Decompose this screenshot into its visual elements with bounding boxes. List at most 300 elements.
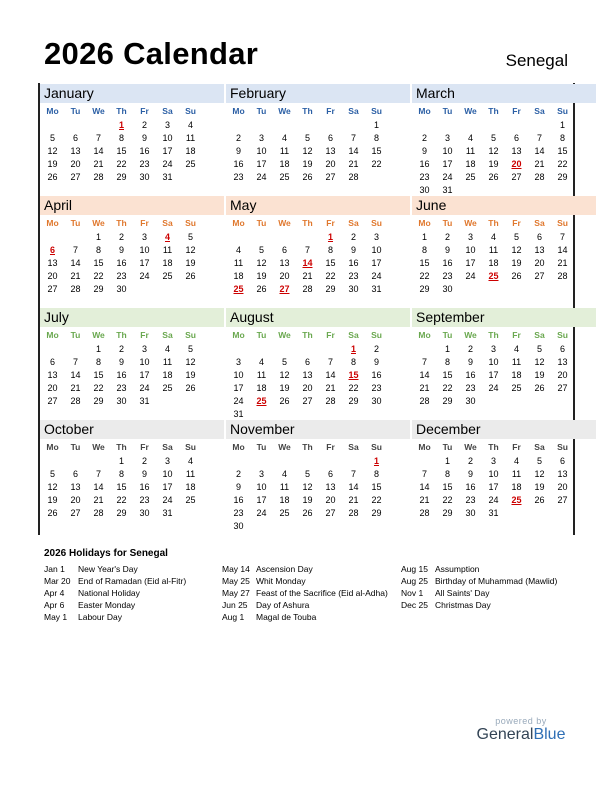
empty-cell [227, 119, 250, 132]
day-cell: 6 [536, 232, 542, 242]
day-cell: 6 [327, 133, 333, 143]
day-cell: 13 [279, 258, 290, 268]
weekday-label: Mo [46, 106, 59, 116]
weekday-label: Su [185, 442, 196, 452]
month-may [224, 196, 410, 308]
day-cell: 2 [467, 344, 473, 354]
holiday-day-cell: 4 [164, 232, 170, 242]
day-cell: 26 [279, 396, 290, 406]
empty-cell [436, 119, 459, 132]
day-cell: 12 [534, 357, 545, 367]
day-cell: 2 [444, 232, 450, 242]
holiday-date: Nov 1 [401, 588, 424, 598]
day-cell: 11 [256, 370, 267, 380]
day-cell: 13 [47, 258, 58, 268]
weekday-label: Tu [70, 218, 81, 228]
day-cell: 17 [139, 370, 150, 380]
day-cell: 20 [70, 159, 81, 169]
day-cell: 27 [557, 495, 568, 505]
day-cell: 12 [302, 146, 313, 156]
day-cell: 16 [139, 482, 150, 492]
weekday-label: Su [185, 218, 196, 228]
day-cell: 17 [256, 159, 267, 169]
empty-cell [227, 343, 250, 356]
day-cell: 16 [116, 258, 127, 268]
day-cell: 9 [444, 245, 450, 255]
day-cell: 6 [559, 456, 565, 466]
day-cell: 29 [348, 396, 359, 406]
day-cell: 28 [419, 508, 430, 518]
day-cell: 7 [536, 133, 542, 143]
day-cell: 14 [70, 370, 81, 380]
weekday-label: Fr [326, 218, 335, 228]
day-cell: 30 [116, 284, 127, 294]
day-cell: 7 [350, 469, 356, 479]
day-cell: 29 [325, 284, 336, 294]
day-cell: 18 [279, 159, 290, 169]
day-cell: 23 [139, 159, 150, 169]
day-cell: 21 [70, 383, 81, 393]
day-cell: 9 [350, 245, 356, 255]
day-cell: 14 [70, 258, 81, 268]
day-cell: 31 [162, 172, 173, 182]
day-cell: 10 [488, 469, 499, 479]
day-cell: 29 [116, 508, 127, 518]
weekday-label: Su [185, 106, 196, 116]
day-cell: 26 [302, 508, 313, 518]
weekday-label: Su [557, 218, 568, 228]
day-cell: 23 [371, 383, 382, 393]
empty-cell [273, 231, 296, 244]
day-cell: 15 [442, 482, 453, 492]
day-cell: 7 [559, 232, 565, 242]
day-cell: 2 [467, 456, 473, 466]
day-cell: 14 [419, 370, 430, 380]
empty-cell [319, 455, 342, 468]
holiday-date: May 14 [222, 564, 250, 574]
holiday-day-cell: 1 [118, 120, 124, 130]
day-cell: 12 [279, 370, 290, 380]
day-cell: 20 [325, 159, 336, 169]
day-cell: 11 [185, 133, 196, 143]
day-cell: 3 [490, 344, 496, 354]
day-cell: 5 [536, 456, 542, 466]
holiday-row [44, 611, 228, 623]
month-february [224, 84, 410, 196]
day-cell: 15 [93, 370, 104, 380]
day-cell: 27 [557, 383, 568, 393]
day-cell: 20 [47, 271, 58, 281]
day-cell: 8 [421, 245, 427, 255]
day-cell: 13 [47, 370, 58, 380]
day-cell: 24 [256, 172, 267, 182]
holiday-day-cell: 20 [511, 159, 522, 169]
day-cell: 4 [513, 344, 519, 354]
month-title: October [40, 420, 224, 439]
day-cell: 6 [559, 344, 565, 354]
day-cell: 18 [162, 370, 173, 380]
day-cell: 11 [488, 245, 499, 255]
day-cell: 17 [256, 495, 267, 505]
day-cell: 8 [95, 245, 101, 255]
day-cell: 30 [233, 521, 244, 531]
day-cell: 20 [302, 383, 313, 393]
day-cell: 14 [348, 146, 359, 156]
holiday-day-cell: 25 [256, 396, 267, 406]
day-cell: 4 [258, 357, 264, 367]
holiday-column-1 [44, 563, 228, 623]
day-cell: 12 [534, 469, 545, 479]
day-cell: 9 [467, 357, 473, 367]
day-cell: 1 [95, 344, 101, 354]
day-cell: 2 [235, 133, 241, 143]
day-cell: 21 [557, 258, 568, 268]
holiday-day-cell: 27 [279, 284, 290, 294]
day-cell: 12 [185, 245, 196, 255]
day-cell: 5 [49, 133, 55, 143]
weekday-label: Th [302, 106, 313, 116]
day-cell: 10 [465, 245, 476, 255]
empty-cell [342, 119, 365, 132]
day-cell: 23 [442, 271, 453, 281]
empty-cell [413, 343, 436, 356]
day-cell: 15 [116, 146, 127, 156]
empty-cell [273, 119, 296, 132]
day-cell: 5 [536, 344, 542, 354]
country-name: Senegal [505, 51, 568, 70]
day-cell: 5 [281, 357, 287, 367]
day-cell: 11 [162, 245, 173, 255]
month-september [410, 308, 596, 420]
weekday-label: Su [557, 106, 568, 116]
day-cell: 27 [70, 508, 81, 518]
weekday-label: Fr [140, 330, 149, 340]
day-cell: 9 [141, 133, 147, 143]
weekday-label: Th [302, 330, 313, 340]
day-cell: 27 [302, 396, 313, 406]
day-cell: 18 [511, 370, 522, 380]
weekday-label: Mo [232, 218, 245, 228]
empty-cell [528, 119, 551, 132]
day-cell: 1 [95, 232, 101, 242]
day-cell: 1 [373, 120, 379, 130]
empty-cell [250, 343, 273, 356]
day-cell: 6 [72, 469, 78, 479]
weekday-label: Tu [70, 442, 81, 452]
month-title: April [40, 196, 224, 215]
day-cell: 3 [258, 469, 264, 479]
holiday-day-cell: 6 [49, 245, 55, 255]
day-cell: 22 [371, 495, 382, 505]
day-cell: 19 [534, 370, 545, 380]
day-cell: 10 [162, 469, 173, 479]
holiday-date: Dec 25 [401, 600, 428, 610]
day-cell: 16 [116, 370, 127, 380]
day-cell: 8 [118, 469, 124, 479]
empty-cell [250, 455, 273, 468]
brand-logo [474, 726, 568, 744]
holiday-date: Mar 20 [44, 576, 71, 586]
day-cell: 12 [47, 146, 58, 156]
day-cell: 12 [488, 146, 499, 156]
holiday-row [222, 575, 406, 587]
weekday-label: Mo [46, 442, 59, 452]
day-cell: 19 [185, 370, 196, 380]
month-july [38, 308, 224, 420]
weekday-header [40, 215, 224, 231]
day-cell: 25 [279, 508, 290, 518]
holiday-name: Whit Monday [256, 576, 306, 586]
weekday-label: Th [116, 442, 127, 452]
day-cell: 30 [371, 396, 382, 406]
weekday-label: We [464, 330, 477, 340]
holiday-name: Birthday of Muhammad (Mawlid) [435, 576, 558, 586]
weekday-label: Tu [256, 330, 267, 340]
weekday-header [412, 327, 596, 343]
day-cell: 22 [93, 271, 104, 281]
day-cell: 16 [233, 495, 244, 505]
day-cell: 24 [488, 383, 499, 393]
day-cell: 17 [442, 159, 453, 169]
day-cell: 4 [490, 232, 496, 242]
weekday-label: Su [557, 442, 568, 452]
day-cell: 18 [233, 271, 244, 281]
day-cell: 30 [465, 396, 476, 406]
day-cell: 25 [185, 159, 196, 169]
day-cell: 3 [490, 456, 496, 466]
day-cell: 8 [118, 133, 124, 143]
day-cell: 28 [557, 271, 568, 281]
holiday-name: Assumption [435, 564, 480, 574]
day-cell: 31 [488, 508, 499, 518]
weekday-label: Fr [326, 330, 335, 340]
holiday-day-cell: 25 [233, 284, 244, 294]
day-grid [226, 231, 410, 296]
brand-block[interactable] [474, 716, 568, 744]
weekday-label: Tu [442, 218, 453, 228]
day-cell: 16 [139, 146, 150, 156]
day-cell: 13 [70, 482, 81, 492]
day-cell: 10 [139, 245, 150, 255]
day-cell: 21 [348, 495, 359, 505]
day-cell: 29 [442, 396, 453, 406]
holiday-day-cell: 14 [302, 258, 313, 268]
day-cell: 30 [139, 172, 150, 182]
day-cell: 22 [419, 271, 430, 281]
day-cell: 1 [559, 120, 565, 130]
empty-cell [87, 455, 110, 468]
day-cell: 21 [348, 159, 359, 169]
day-cell: 17 [162, 482, 173, 492]
holiday-name: Ascension Day [256, 564, 313, 574]
weekday-header [40, 103, 224, 119]
day-cell: 16 [419, 159, 430, 169]
holiday-date: Apr 4 [44, 588, 65, 598]
day-cell: 3 [141, 344, 147, 354]
empty-cell [273, 455, 296, 468]
holiday-name: New Year's Day [78, 564, 138, 574]
day-cell: 15 [557, 146, 568, 156]
months-grid [38, 84, 596, 532]
weekday-header [412, 215, 596, 231]
weekday-label: We [464, 442, 477, 452]
weekday-label: Sa [348, 106, 359, 116]
day-cell: 21 [93, 495, 104, 505]
day-cell: 17 [139, 258, 150, 268]
empty-cell [64, 119, 87, 132]
day-cell: 15 [116, 482, 127, 492]
day-cell: 19 [279, 383, 290, 393]
day-cell: 28 [348, 172, 359, 182]
day-cell: 26 [511, 271, 522, 281]
holiday-row [401, 575, 585, 587]
day-cell: 3 [467, 232, 473, 242]
weekday-label: Fr [512, 106, 521, 116]
day-cell: 13 [557, 357, 568, 367]
day-cell: 19 [47, 495, 58, 505]
day-cell: 10 [233, 370, 244, 380]
holiday-day-cell: 1 [327, 232, 333, 242]
day-cell: 27 [47, 396, 58, 406]
day-cell: 7 [350, 133, 356, 143]
weekday-label: Su [185, 330, 196, 340]
day-cell: 17 [488, 370, 499, 380]
day-cell: 12 [47, 482, 58, 492]
day-cell: 28 [534, 172, 545, 182]
day-cell: 24 [465, 271, 476, 281]
day-cell: 18 [185, 482, 196, 492]
day-cell: 6 [327, 469, 333, 479]
day-cell: 15 [371, 146, 382, 156]
day-grid [40, 119, 224, 184]
day-cell: 6 [513, 133, 519, 143]
day-cell: 13 [70, 146, 81, 156]
weekday-label: Mo [418, 330, 431, 340]
day-cell: 2 [118, 232, 124, 242]
holiday-date: Apr 6 [44, 600, 65, 610]
day-cell: 25 [279, 172, 290, 182]
weekday-label: Sa [534, 442, 545, 452]
weekday-label: Su [371, 330, 382, 340]
day-cell: 8 [95, 357, 101, 367]
weekday-label: Sa [348, 330, 359, 340]
holiday-row [401, 587, 585, 599]
day-cell: 13 [302, 370, 313, 380]
powered-by-text: powered by [495, 716, 547, 726]
day-cell: 7 [421, 357, 427, 367]
day-cell: 24 [162, 159, 173, 169]
day-cell: 7 [95, 469, 101, 479]
day-cell: 8 [350, 357, 356, 367]
holiday-date: Jun 25 [222, 600, 248, 610]
weekday-label: We [278, 106, 291, 116]
day-cell: 11 [511, 357, 522, 367]
month-title: December [412, 420, 596, 439]
day-cell: 9 [421, 146, 427, 156]
month-january [38, 84, 224, 196]
day-cell: 19 [47, 159, 58, 169]
day-cell: 26 [47, 172, 58, 182]
day-cell: 23 [233, 508, 244, 518]
day-grid [412, 119, 596, 197]
empty-cell [250, 119, 273, 132]
holiday-day-cell: 1 [373, 456, 379, 466]
day-cell: 15 [371, 482, 382, 492]
day-cell: 21 [93, 159, 104, 169]
day-cell: 23 [419, 172, 430, 182]
month-december [410, 420, 596, 532]
empty-cell [296, 343, 319, 356]
holiday-name: Easter Monday [78, 600, 136, 610]
day-cell: 8 [444, 469, 450, 479]
weekday-label: Tu [442, 330, 453, 340]
month-title: July [40, 308, 224, 327]
day-grid [412, 231, 596, 296]
day-cell: 28 [70, 396, 81, 406]
weekday-label: Th [116, 106, 127, 116]
day-cell: 27 [511, 172, 522, 182]
weekday-label: We [464, 106, 477, 116]
day-cell: 10 [162, 133, 173, 143]
holiday-name: Magal de Touba [256, 612, 317, 622]
weekday-label: Mo [418, 442, 431, 452]
day-cell: 14 [419, 482, 430, 492]
day-cell: 24 [233, 396, 244, 406]
weekday-header [226, 103, 410, 119]
day-cell: 29 [93, 396, 104, 406]
day-grid [226, 455, 410, 533]
month-title: June [412, 196, 596, 215]
weekday-label: Sa [162, 442, 173, 452]
day-cell: 8 [444, 357, 450, 367]
day-cell: 12 [511, 245, 522, 255]
month-title: September [412, 308, 596, 327]
day-cell: 21 [534, 159, 545, 169]
day-cell: 2 [118, 344, 124, 354]
day-cell: 12 [302, 482, 313, 492]
holiday-day-cell: 15 [348, 370, 359, 380]
day-cell: 17 [488, 482, 499, 492]
day-cell: 11 [279, 482, 290, 492]
weekday-label: Tu [256, 442, 267, 452]
weekday-label: We [92, 106, 105, 116]
day-cell: 23 [465, 383, 476, 393]
day-cell: 11 [162, 357, 173, 367]
day-cell: 31 [371, 284, 382, 294]
weekday-label: Th [302, 442, 313, 452]
empty-cell [250, 231, 273, 244]
day-cell: 13 [534, 245, 545, 255]
day-grid [226, 119, 410, 184]
weekday-label: Th [488, 442, 499, 452]
day-cell: 14 [534, 146, 545, 156]
day-cell: 21 [302, 271, 313, 281]
month-title: February [226, 84, 410, 103]
day-cell: 11 [511, 469, 522, 479]
weekday-label: Th [488, 330, 499, 340]
day-cell: 27 [70, 172, 81, 182]
weekday-label: Sa [348, 218, 359, 228]
day-cell: 3 [258, 133, 264, 143]
day-grid [40, 343, 224, 408]
day-cell: 25 [511, 383, 522, 393]
month-october [38, 420, 224, 532]
month-title: May [226, 196, 410, 215]
weekday-label: Mo [418, 106, 431, 116]
day-cell: 9 [235, 482, 241, 492]
day-cell: 22 [442, 495, 453, 505]
holiday-day-cell: 25 [511, 495, 522, 505]
